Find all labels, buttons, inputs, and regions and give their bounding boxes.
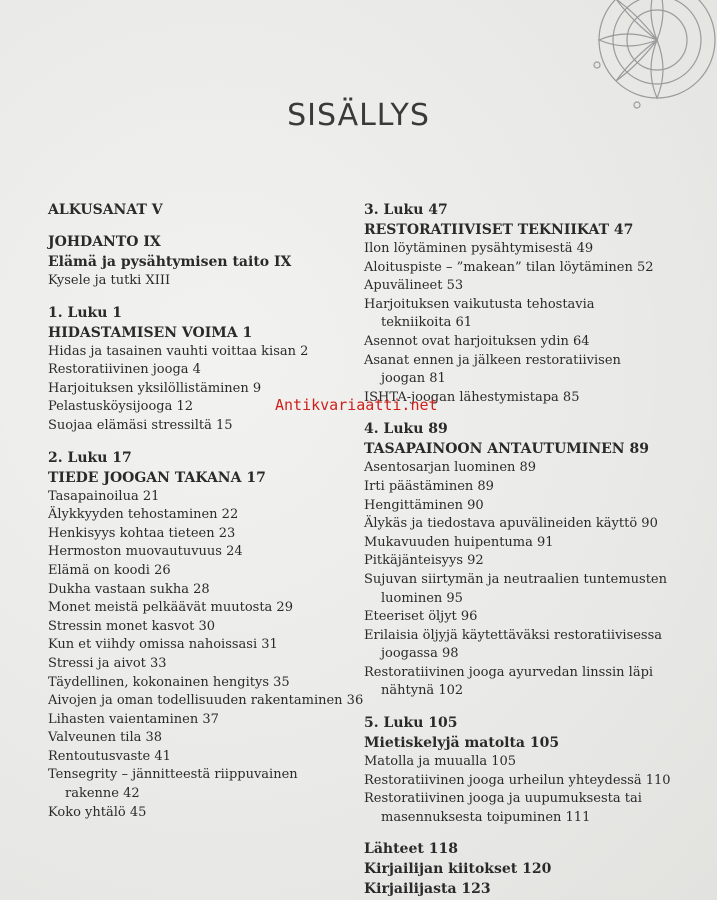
toc-right-column [364,200,684,899]
toc-entry: TASAPAINOON ANTAUTUMINEN 89 [364,441,649,458]
toc-left-column [48,200,368,822]
toc-entry: Hidas ja tasainen vauhti voittaa kisan 2 [48,343,309,359]
toc-entry: Kirjailijan kiitokset 120 [364,861,552,878]
toc-entry: Kun et viihdy omissa nahoissasi 31 [48,637,278,653]
toc-entry: Tensegrity – jännitteestä riippuvainen [48,767,298,783]
watermark: Antikvariaatti.net [275,396,438,414]
toc-entry: Kirjailijasta 123 [364,881,491,898]
toc-entry: Tasapainoilua 21 [48,488,160,504]
toc-entry: Matolla ja muualla 105 [364,754,517,770]
toc-entry: nähtynä 102 [381,683,464,699]
toc-entry: 1. Luku 1 [48,304,123,321]
toc-entry: RESTORATIIVISET TEKNIIKAT 47 [364,222,634,238]
toc-entry: 5. Luku 105 [364,715,458,732]
toc-entry: Asanat ennen ja jälkeen restoratiivisen [364,352,621,368]
toc-entry: Restoratiivinen jooga ja uupumuksesta tai [364,791,642,807]
toc-entry: Erilaisia öljyjä käytettäväksi restoratiivisessa [364,627,663,643]
toc-entry: Mukavuuden huipentuma 91 [364,534,554,550]
toc-entry: JOHDANTO IX [48,234,161,250]
toc-entry: ALKUSANAT V [48,202,163,218]
toc-entry: Aloituspiste – ”makean” tilan löytäminen 52 [364,259,654,275]
toc-entry: Lähteet 118 [364,841,458,858]
toc-entry: HIDASTAMISEN VOIMA 1 [48,324,253,341]
toc-entry: Apuvälineet 53 [364,278,464,294]
toc-entry: Pitkäjänteisyys 92 [364,553,484,569]
toc-entry: Mietiskelyjä matolta 105 [364,735,560,752]
toc-entry: Lihasten vaientaminen 37 [48,711,219,727]
toc-entry: Suojaa elämäsi stressiltä 15 [48,417,233,433]
toc-entry: Irti päästäminen 89 [364,478,494,494]
toc-entry: Asentosarjan luominen 89 [364,460,537,476]
toc-entry: Rentoutusvaste 41 [48,748,171,764]
toc-entry: Eteeriset öljyt 96 [364,609,478,625]
toc-entry: Koko yhtälö 45 [48,804,147,820]
toc-entry: Elämä ja pysähtymisen taito IX [48,254,292,270]
toc-entry: joogassa 98 [381,646,459,662]
toc-entry: Hengittäminen 90 [364,497,484,513]
toc-entry: Stressi ja aivot 33 [48,655,167,671]
toc-entry: Täydellinen, kokonainen hengitys 35 [48,674,290,690]
toc-entry: Aivojen ja oman todellisuuden rakentaminen 36 [48,693,364,709]
toc-entry: Henkisyys kohtaa tieteen 23 [48,525,236,541]
toc-entry: joogan 81 [381,371,446,387]
toc-entry: masennuksesta toipuminen 111 [381,809,591,825]
toc-entry: luominen 95 [381,590,463,606]
toc-entry: Elämä on koodi 26 [48,562,171,578]
toc-entry: Älykäs ja tiedostava apuvälineiden käyttö 90 [364,516,658,532]
toc-entry: Ilon löytäminen pysähtymisestä 49 [364,241,594,256]
toc-entry: Hermoston muovautuvuus 24 [48,544,243,560]
toc-entry: Asennot ovat harjoituksen ydin 64 [364,333,590,349]
toc-entry: Monet meistä pelkäävät muutosta 29 [48,600,293,616]
toc-entry: Sujuvan siirtymän ja neutraalien tuntemusten [364,571,667,587]
toc-entry: TIEDE JOOGAN TAKANA 17 [48,469,266,486]
page-title: SISÄLLYS [287,98,430,133]
toc-entry: Valveunen tila 38 [48,730,163,746]
toc-entry: Älykkyyden tehostaminen 22 [48,507,239,523]
toc-entry: 2. Luku 17 [48,449,132,466]
toc-entry: Stressin monet kasvot 30 [48,618,215,634]
toc-entry: Restoratiivinen jooga urheilun yhteydessä 110 [364,772,671,788]
toc-entry: Restoratiivinen jooga ayurvedan linssin läpi [364,664,654,680]
toc-entry: tekniikoita 61 [381,315,472,331]
toc-entry: Kysele ja tutki XIII [48,273,171,288]
toc-entry: 3. Luku 47 [364,202,448,218]
toc-entry: Harjoituksen yksilöllistäminen 9 [48,380,262,396]
toc-entry: Harjoituksen vaikutusta tehostavia [364,296,595,312]
toc-entry: ISHTA-joogan lähestymistapa 85 [364,389,580,405]
toc-entry: Pelastusköysijooga 12 [48,399,194,415]
toc-entry: rakenne 42 [65,786,140,802]
toc-entry: Dukha vastaan sukha 28 [48,581,210,597]
toc-entry: 4. Luku 89 [364,421,448,438]
toc-entry: Restoratiivinen jooga 4 [48,362,201,378]
